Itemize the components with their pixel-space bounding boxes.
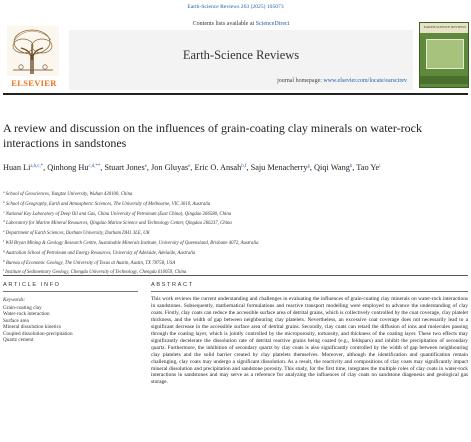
author-affiliation-marks[interactable]: i bbox=[379, 164, 381, 169]
journal-homepage-link[interactable]: www.elsevier.com/locate/earscirev bbox=[323, 78, 407, 84]
author-name[interactable] bbox=[47, 163, 100, 172]
affiliation-key: d bbox=[3, 219, 5, 224]
elsevier-logo[interactable] bbox=[3, 22, 65, 90]
keyword-item: Mineral dissolution kinetics bbox=[3, 324, 61, 331]
header-divider bbox=[3, 93, 468, 95]
author-name-text: Huan Li bbox=[3, 163, 31, 172]
cover-footer-band bbox=[420, 76, 468, 84]
affiliation-item bbox=[3, 209, 463, 219]
keyword-list bbox=[3, 305, 143, 343]
author-separator: , bbox=[309, 163, 315, 172]
author-separator: , bbox=[43, 163, 48, 172]
article-info-heading: ARTICLE INFO bbox=[3, 282, 61, 288]
section-divider bbox=[3, 275, 468, 276]
author-separator: , bbox=[190, 163, 195, 172]
keyword-item: Water-rock interaction bbox=[3, 311, 50, 318]
affiliation-item bbox=[3, 267, 463, 277]
author-name[interactable] bbox=[356, 163, 380, 172]
author-affiliation-marks[interactable]: g bbox=[307, 164, 310, 169]
keyword-item: Coupled dissolution-precipitation bbox=[3, 330, 73, 337]
journal-masthead bbox=[3, 20, 468, 90]
author-name-text: Qiqi Wang bbox=[314, 163, 350, 172]
abstract-text: This work reviews the current understanding and challenges in evaluating the influences of grain-coating clay minerals on water-rock interactions in sandstones. Subsequently, mathematical formulations and reactive transport modelling were employed to advance the understanding of clay coats. Firstly, clay coats can reduce the accessible surface area of detrital grains, which is collectively controlled by the coat coverage, clay platelet thickness, and the width of gap between neighbouring clay platelets. Nevertheless, an excessive coat coverage does not necessarily lead to a significant decrease in the accessible surface area of detrital grains. Secondly, clay coats can retard the diffusion of ions and molecules passing through the coating layer, which is jointly controlled by the microporosity, tortuosity, and thickness of the coating layer. These two effects may significantly decelerate the dissolution rate of detrital reactive grains being coated (e.g., feldspars) and inhibit the precipitation of secondary quartz. Furthermore, the inhibition of secondary quartz by clay coats is also significantly controlled by the width of gap between neighbouring clay platelets and the solid barrier created by clay platelets themselves. Moreover, although the identification and quantification remain challenging, clay coats may undergo a significant dissolution. As a result, the reactivity and compositions of clay coats may significantly impact mineral dissolution and precipitation and sandstone porosity. This study, for the first time, integrates the multiple roles of clay coats in water-rock interactions in sandstones and may serve as a reference for analyzing the influences of clay coats on sandstone diagenesis and geological gas storage. bbox=[151, 296, 468, 386]
affiliation-item bbox=[3, 218, 463, 228]
abstract-rule bbox=[151, 291, 468, 292]
affiliation-text: Laboratory for Marine Mineral Resources, Qingdao Marine Science and Technology Center, Qingdao 266237, China bbox=[4, 221, 232, 227]
author-separator: , bbox=[352, 163, 357, 172]
affiliation-text: Bureau of Economic Geology, The University of Texas at Austin, Austin, TX 78758, USA bbox=[4, 260, 176, 266]
author-name[interactable] bbox=[251, 163, 310, 172]
affiliation-text: Australian School of Petroleum and Energy Resources, University of Adelaide, Adelaide, Australia bbox=[4, 250, 196, 256]
author-affiliation-marks[interactable]: e bbox=[188, 164, 191, 169]
author-name-text: Jon Gluyas bbox=[151, 163, 189, 172]
author-affiliation-marks[interactable]: a,b,c,* bbox=[30, 164, 44, 169]
affiliation-key: i bbox=[3, 268, 4, 273]
affiliation-key: b bbox=[3, 199, 5, 204]
affiliation-list bbox=[3, 189, 463, 277]
affiliation-key: a bbox=[3, 190, 5, 194]
publisher-name: ELSEVIER bbox=[11, 78, 57, 88]
keyword-item: Grain-coating clay bbox=[3, 305, 42, 311]
author-name[interactable] bbox=[104, 163, 146, 172]
affiliation-text: Institute of Sedimentary Geology, Chengdu University of Technology, Chengdu 610059, China bbox=[3, 270, 187, 276]
affiliation-key: h bbox=[3, 258, 5, 263]
homepage-prefix: journal homepage: bbox=[277, 78, 322, 84]
keyword-item: Quartz cement bbox=[3, 337, 34, 344]
article-info-rule bbox=[3, 291, 138, 292]
affiliation-item bbox=[3, 189, 463, 199]
abstract-heading: ABSTRACT bbox=[151, 282, 194, 288]
cover-image bbox=[426, 39, 464, 69]
affiliation-item bbox=[3, 238, 463, 248]
elsevier-tree-icon bbox=[7, 26, 59, 76]
affiliation-key: c bbox=[3, 209, 5, 214]
affiliation-text: School of Geosciences, Yangtze University, Wuhan 430100, China bbox=[4, 192, 133, 197]
journal-citation[interactable]: Earth-Science Reviews 263 (2025) 105073 bbox=[187, 4, 284, 10]
author-separator: , bbox=[146, 163, 152, 172]
affiliation-key: g bbox=[3, 248, 5, 253]
journal-homepage-line bbox=[69, 78, 407, 84]
keyword-item: Surface area bbox=[3, 317, 29, 324]
author-list bbox=[3, 161, 463, 175]
author-separator: , bbox=[100, 163, 105, 172]
journal-banner bbox=[69, 30, 413, 90]
article-title: A review and discussion on the influences of grain-coating clay minerals on water-rock interactions in sandstones bbox=[3, 121, 422, 150]
contents-available-line bbox=[69, 21, 413, 27]
author-affiliation-marks[interactable]: h bbox=[349, 164, 353, 169]
affiliation-key: f bbox=[3, 238, 5, 243]
affiliation-item bbox=[3, 228, 463, 238]
author-name[interactable] bbox=[151, 163, 190, 172]
sciencedirect-link[interactable]: ScienceDirect bbox=[255, 21, 290, 27]
cover-title: EARTH-SCIENCE REVIEWS bbox=[423, 25, 467, 29]
author-affiliation-marks[interactable]: e bbox=[144, 164, 147, 169]
author-name[interactable] bbox=[314, 163, 352, 172]
journal-cover-thumbnail[interactable] bbox=[419, 22, 469, 88]
author-name-text: Tao Ye bbox=[356, 163, 380, 172]
affiliation-text: National Key Laboratory of Deep Oil and Gas, China University of Petroleum (East China), Qingdao 266580, China bbox=[4, 211, 232, 217]
author-name-text: Qinhong Hu bbox=[47, 163, 89, 172]
keywords-label: Keywords: bbox=[3, 297, 26, 303]
affiliation-text: WH Bryan Mining & Geology Research Centre, Sustainable Minerals Institute, University of Queensland, Brisbane 4072, Australia bbox=[4, 240, 259, 246]
author-name-text: Stuart Jones bbox=[104, 163, 145, 172]
author-name[interactable] bbox=[3, 163, 43, 172]
affiliation-key: e bbox=[3, 229, 5, 234]
author-name[interactable] bbox=[194, 163, 246, 172]
affiliation-text: School of Geography, Earth and Atmospheric Sciences, The University of Melbourne, VIC 3010, Australia bbox=[4, 201, 211, 207]
journal-title: Earth-Science Reviews bbox=[182, 48, 300, 62]
affiliation-text: Department of Earth Sciences, Durham University, Durham DH1 3LE, UK bbox=[4, 231, 150, 237]
author-affiliation-marks[interactable]: c,d,** bbox=[88, 164, 101, 169]
author-name-text: Saju Menacherry bbox=[250, 163, 308, 172]
affiliation-item bbox=[3, 199, 463, 209]
author-separator: , bbox=[246, 163, 251, 172]
affiliation-item bbox=[3, 248, 463, 258]
contents-prefix: Contents lists available at bbox=[192, 21, 255, 27]
author-affiliation-marks[interactable]: b,f bbox=[241, 164, 247, 169]
author-name-text: Eric O. Ansah bbox=[194, 163, 242, 172]
affiliation-item bbox=[3, 258, 463, 268]
